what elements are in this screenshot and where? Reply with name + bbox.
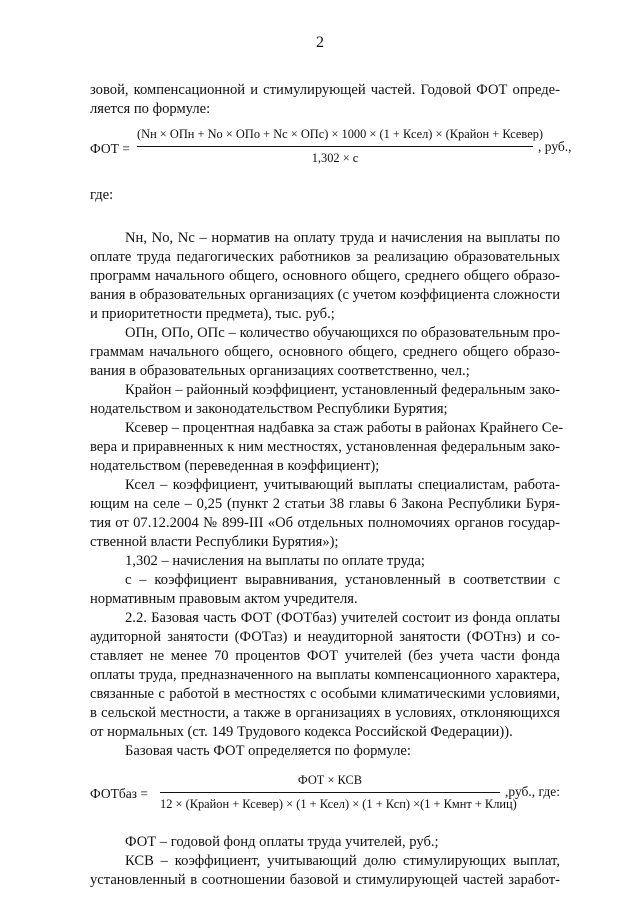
formula1-denominator: 1,302 × с xyxy=(311,151,359,165)
definition-line: 2.2. Базовая часть ФОТ (ФОТбаз) учителей состоит из фонда оплаты xyxy=(125,610,560,626)
definition-line: от нормальных (ст. 149 Трудового кодекса Российской Федерации)). xyxy=(90,724,513,740)
where-label: где: xyxy=(90,187,114,203)
definition-line: с – коэффициент выравнивания, установленный в соответствии с xyxy=(125,572,560,588)
definition-line: Крайон – районный коэффициент, установленный федеральным зако- xyxy=(125,382,560,398)
definition-line: вания в образовательных организациях (с учетом коэффициента сложности xyxy=(90,287,560,303)
definition-line: программ начального общего, основного общего, среднего общего образо- xyxy=(90,268,560,284)
definition-line: аудиторной занятости (ФОТаз) и неаудиторной занятости (ФОТнз) и со- xyxy=(90,629,560,645)
paragraph-line: КСВ – коэффициент, учитывающий долю стимулирующих выплат, xyxy=(125,853,560,869)
definition-line: оплате труда педагогических работников за реализацию образовательных xyxy=(90,249,560,265)
definition-line: в сельской местности, а также в организациях в условиях, отклоняющихся xyxy=(90,705,560,721)
page-number: 2 xyxy=(316,34,324,51)
definition-line: и приоритетности предмета), тыс. руб.; xyxy=(90,306,335,322)
definition-line: оплаты труда, предназначенного на выплаты компенсационного характера, xyxy=(90,667,560,683)
formula2-unit: ,руб., где: xyxy=(505,784,560,799)
definition-line: вера и приравненных к ним местностях, установленная федеральным зако- xyxy=(90,439,560,455)
formula1-fraction-bar xyxy=(137,146,533,147)
formula2-fraction-bar xyxy=(160,792,500,793)
definition-line: 1,302 – начисления на выплаты по оплате труда; xyxy=(125,553,425,569)
formula1-numerator: (Nн × ОПн + Nо × ОПо + Nс × ОПс) × 1000 × (1 + Ксел) × (Крайон + Ксевер) xyxy=(137,127,544,141)
formula2-denominator: 12 × (Крайон + Ксевер) × (1 + Ксел) × (1 + Ксп) ×(1 + Кмнт + Клиц) xyxy=(160,797,517,811)
definition-line: ставляет не менее 70 процентов ФОТ учителей (без учета части фонда xyxy=(90,648,560,664)
paragraph-line: ФОТ – годовой фонд оплаты труда учителей, руб.; xyxy=(125,834,439,850)
definition-line: ственной власти Республики Бурятия»); xyxy=(90,534,339,550)
definition-line: нодательством (переведенная в коэффициент); xyxy=(90,458,380,474)
definition-line: граммам начального общего, основного общего, среднего общего образо- xyxy=(90,344,560,360)
paragraph-line: зовой, компенсационной и стимулирующей частей. Годовой ФОТ опреде- xyxy=(90,82,560,98)
formula1-left: ФОТ = xyxy=(90,141,130,156)
definition-line: тия от 07.12.2004 № 899-III «Об отдельных полномочиях органов государ- xyxy=(90,515,560,531)
definition-line: нодательством и законодательством Республики Бурятия; xyxy=(90,401,448,417)
definition-line: ОПн, ОПо, ОПс – количество обучающихся по образовательным про- xyxy=(125,325,560,341)
paragraph-line: установленный в соотношении базовой и стимулирующей частей заработ- xyxy=(90,872,560,888)
paragraph-line: ляется по формуле: xyxy=(90,101,211,117)
definition-line: Nн, Nо, Nс – норматив на оплату труда и начисления на выплаты по xyxy=(125,230,560,246)
formula2-numerator: ФОТ × КСВ xyxy=(297,773,363,787)
definition-line: вания в образовательных организациях соответственно, чел.; xyxy=(90,363,470,379)
definition-line: ющим на селе – 0,25 (пункт 2 статьи 38 главы 6 Закона Республики Буря- xyxy=(90,496,560,512)
definition-line: связанные с работой в местностях с особыми климатическими условиями, xyxy=(90,686,560,702)
definition-line: нормативным правовым актом учредителя. xyxy=(90,591,358,607)
definition-line: Базовая часть ФОТ определяется по формуле: xyxy=(125,743,411,759)
formula2-left: ФОТбаз = xyxy=(90,786,149,801)
formula1-unit: , руб., xyxy=(538,139,572,154)
definition-line: Ксевер – процентная надбавка за стаж работы в районах Крайнего Се- xyxy=(125,420,564,436)
definition-line: Ксел – коэффициент, учитывающий выплаты специалистам, работа- xyxy=(125,477,560,493)
